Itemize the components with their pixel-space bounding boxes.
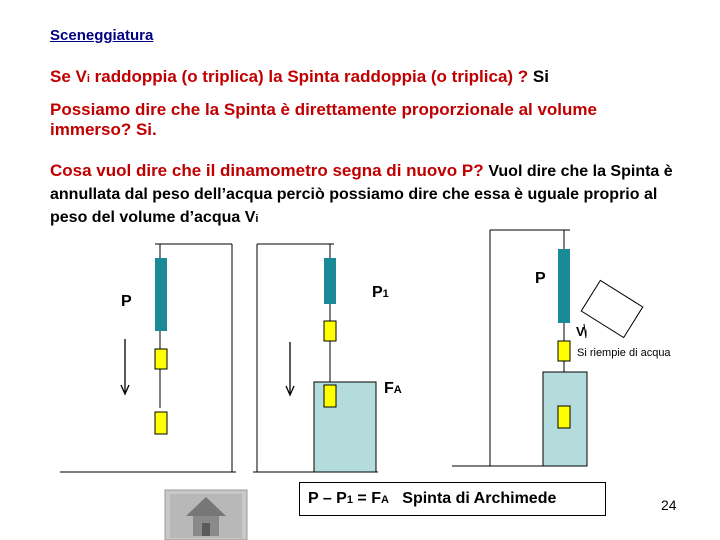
marker-1 bbox=[155, 349, 167, 369]
question-3-answer: Vuol dire che la Spinta è annullata dal peso dell’acqua perciò possiamo dire che essa è uguale proprio al peso del volume d’acqua V bbox=[50, 163, 673, 226]
marker-3 bbox=[558, 341, 570, 361]
formula-sub-2: A bbox=[380, 494, 389, 506]
label-p1-text: P bbox=[372, 284, 383, 301]
label-fa-sub: A bbox=[393, 384, 402, 396]
page-title: Sceneggiatura bbox=[50, 27, 154, 44]
question-1-answer: Si bbox=[532, 67, 549, 86]
dynamometer-1 bbox=[155, 258, 167, 331]
tilted-beaker bbox=[581, 280, 642, 337]
question-3-answer-sub: i bbox=[255, 213, 259, 225]
label-fa-text: F bbox=[384, 380, 394, 397]
scene-1 bbox=[60, 244, 236, 472]
dynamometer-3 bbox=[558, 249, 570, 323]
weight-1 bbox=[155, 412, 167, 434]
question-1-text-2: raddoppia (o triplica) la Spinta raddoppia (o triplica) ? bbox=[89, 67, 533, 86]
label-fa bbox=[384, 380, 402, 398]
beaker-shape bbox=[581, 280, 642, 337]
formula-sub-1: 1 bbox=[346, 494, 353, 506]
weight-3 bbox=[558, 406, 570, 428]
label-v-sub: i bbox=[584, 328, 588, 338]
dynamometer-2 bbox=[324, 258, 336, 304]
home-icon-door bbox=[202, 523, 210, 536]
formula-eq: = F bbox=[352, 490, 381, 507]
formula-rest: Spinta di Archimede bbox=[388, 490, 557, 507]
label-v-text: V bbox=[576, 324, 585, 339]
label-p-right: P bbox=[535, 270, 546, 287]
fill-note: Si riempie di acqua bbox=[577, 347, 671, 359]
home-icon[interactable] bbox=[165, 490, 247, 540]
label-p1-sub: 1 bbox=[382, 288, 389, 300]
formula-text: P – P bbox=[308, 490, 347, 507]
question-3-text: Cosa vuol dire che il dinamometro segna di nuovo P? bbox=[50, 161, 489, 180]
question-2: Possiamo dire che la Spinta è direttamente proporzionale al volume immerso? Si. bbox=[50, 100, 597, 139]
weight-2 bbox=[324, 385, 336, 407]
scene-2 bbox=[253, 244, 378, 472]
water-container-2 bbox=[314, 382, 376, 472]
label-p-left: P bbox=[121, 293, 132, 310]
label-p1 bbox=[372, 284, 389, 302]
formula-box bbox=[299, 482, 606, 516]
label-v-right bbox=[576, 324, 587, 339]
page-number: 24 bbox=[661, 497, 677, 513]
marker-2 bbox=[324, 321, 336, 341]
question-1-sub: i bbox=[86, 73, 90, 85]
question-1-text: Se V bbox=[50, 67, 87, 86]
